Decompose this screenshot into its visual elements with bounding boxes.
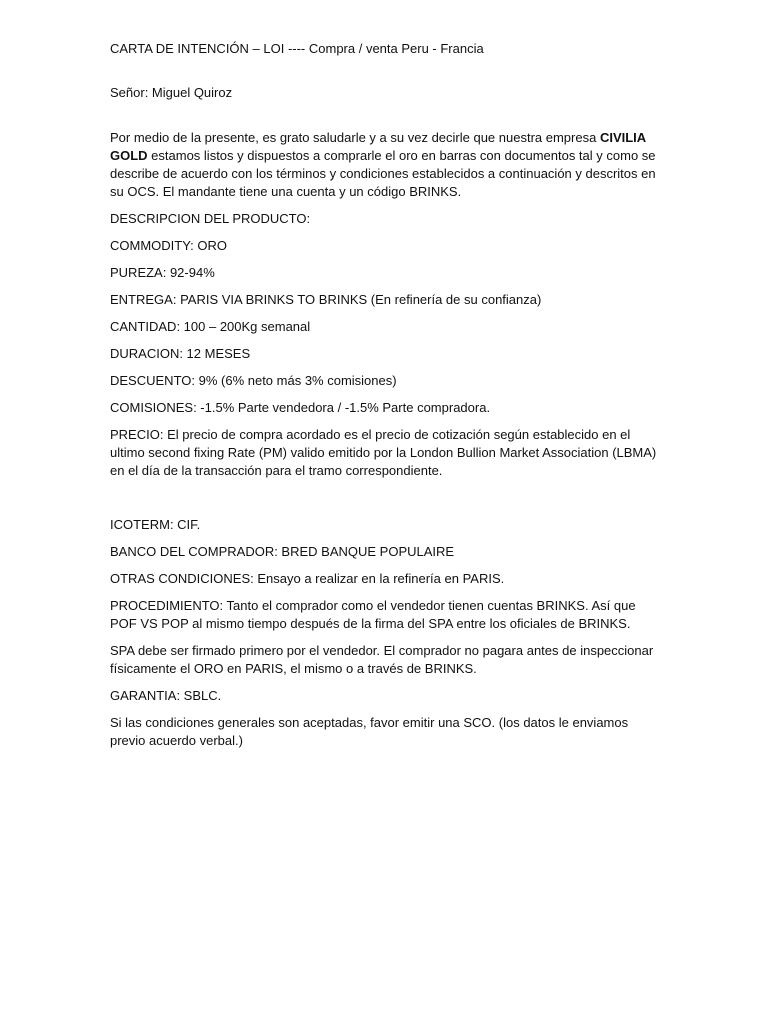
commissions-line: COMISIONES: -1.5% Parte vendedora / -1.5% Parte compradora. (110, 400, 491, 415)
intro-text-after: estamos listos y dispuestos a comprarle el oro en barras con documentos tal y como se describe de acuerdo con los términos y condiciones establecidos a continuación y descritos en su OCS. El mandante tiene una cuenta y un código BRINKS. (110, 148, 656, 199)
incoterm-line: ICOTERM: CIF. (110, 517, 201, 532)
purity-line: PUREZA: 92-94% (110, 265, 215, 280)
greeting: Señor: Miguel Quiroz (110, 85, 233, 100)
buyer-bank-line: BANCO DEL COMPRADOR: BRED BANQUE POPULAIRE (110, 544, 455, 559)
guarantee-line: GARANTIA: SBLC. (110, 688, 222, 703)
intro-paragraph (110, 129, 662, 201)
other-conditions-line: OTRAS CONDICIONES: Ensayo a realizar en la refinería en PARIS. (110, 571, 505, 586)
discount-line: DESCUENTO: 9% (6% neto más 3% comisiones) (110, 373, 397, 388)
price-paragraph: PRECIO: El precio de compra acordado es el precio de cotización según establecido en el ultimo second fixing Rate (PM) valido emitido por la London Bullion Market Association (LBMA) en el día de la transacción para el tramo correspondiente. (110, 427, 657, 478)
document-title: CARTA DE INTENCIÓN – LOI ---- Compra / venta Peru - Francia (110, 41, 484, 56)
delivery-line: ENTREGA: PARIS VIA BRINKS TO BRINKS (En refinería de su confianza) (110, 292, 542, 307)
company-name: CIVILIA GOLD (110, 130, 646, 163)
closing-paragraph: Si las condiciones generales son aceptadas, favor emitir una SCO. (los datos le enviamos previo acuerdo verbal.) (110, 715, 629, 748)
duration-line: DURACION: 12 MESES (110, 346, 251, 361)
commodity-line: COMMODITY: ORO (110, 238, 227, 253)
intro-text-before: Por medio de la presente, es grato saludarle y a su vez decirle que nuestra empresa (110, 130, 600, 145)
product-heading: DESCRIPCION DEL PRODUCTO: (110, 211, 311, 226)
document-body (110, 40, 662, 759)
quantity-line: CANTIDAD: 100 – 200Kg semanal (110, 319, 311, 334)
spa-paragraph: SPA debe ser firmado primero por el vendedor. El comprador no pagara antes de inspeccionar físicamente el ORO en PARIS, el mismo o a través de BRINKS. (110, 643, 654, 676)
procedure-paragraph: PROCEDIMIENTO: Tanto el comprador como el vendedor tienen cuentas BRINKS. Así que POF VS POP al mismo tiempo después de la firma del SPA entre los oficiales de BRINKS. (110, 598, 636, 631)
